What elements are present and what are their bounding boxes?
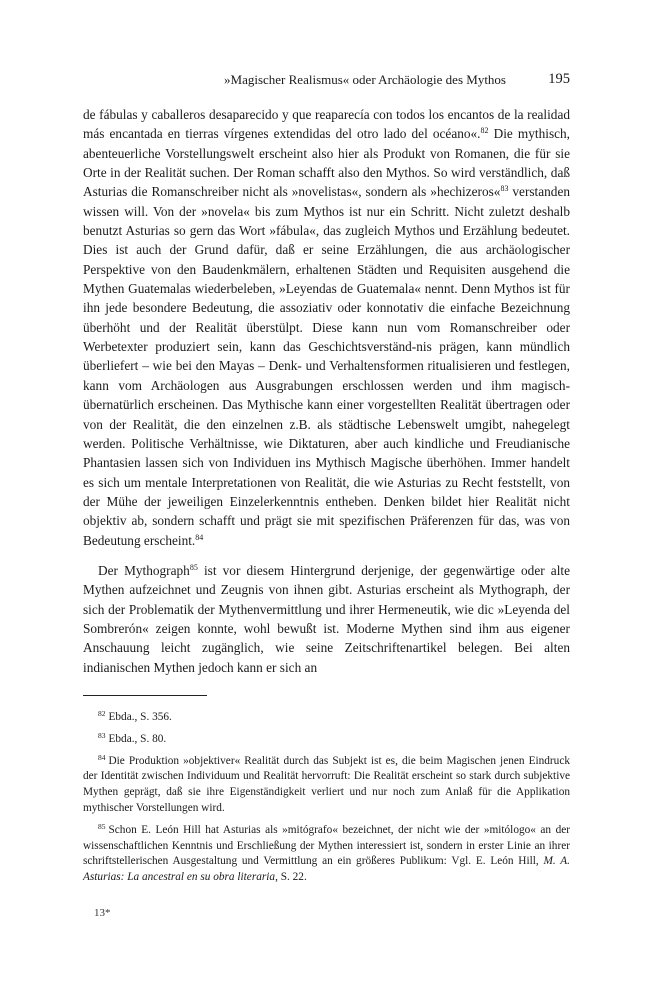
text-run: Der Mythograph (98, 562, 190, 578)
footnote-ref: 83 (500, 184, 509, 194)
text-run: de fábulas y caballeros desaparecido y que reaparecía con todos los encantos de la realidad más encantada en tierras vírgenes extendidas del otro lado del océano«. (83, 107, 570, 142)
footnote (83, 732, 570, 748)
footnote-separator (83, 695, 207, 696)
paragraph (83, 561, 570, 677)
footnote-ref: 82 (480, 126, 489, 136)
paragraph (83, 105, 570, 550)
footnote (83, 754, 570, 817)
title-italic: M. A. Asturias: La ancestral en su obra literaria (83, 855, 570, 884)
footnote-ref: 85 (189, 562, 198, 572)
running-title: »Magischer Realismus« oder Archäologie des Mythos (224, 72, 506, 87)
text-run: Ebda., S. 356. (108, 710, 172, 723)
text-run: Schon E. León Hill hat Asturias als »mitógrafo« bezeichnet, der nicht wie der »mitólogo« an der wissenschaftlichen Kenntnis und Erschließung der Mythen interessiert ist, sondern in erster Linie an ihrer schriftstellerischen Ausgestaltung und Vermittlung an ein größeres Publikum: Vgl. E. León Hill, (83, 823, 570, 868)
text-run: Ebda., S. 80. (108, 732, 167, 745)
running-header (83, 72, 570, 92)
footnote (83, 823, 570, 886)
footnote-ref: 84 (195, 532, 204, 542)
signature-mark: 13* (94, 907, 111, 919)
page (83, 72, 570, 892)
footnote-number: 84 (98, 752, 106, 762)
text-run: Die Produktion »objektiver« Realität durch das Subjekt ist es, die beim Magischen jenen Eindruck der Identität zwischen Individuum und Realität hervorruft: Die Realität erscheint so stark durch subjektive Mythen geprägt, daß sie ihre Eigenständigkeit verliert und nur noch zum Anlaß für die Applikation mythischer Vorstellungen wird. (83, 754, 570, 814)
text-run: , S. 22. (275, 871, 307, 884)
body-text (83, 105, 570, 677)
footnote-number: 85 (98, 821, 106, 831)
footnotes (83, 710, 570, 886)
footnote-number: 83 (98, 730, 106, 740)
page-number: 195 (548, 71, 570, 87)
text-run: verstanden wissen will. Von der »novela« bis zum Mythos ist nur ein Schritt. Nicht zuletzt deshalb benutzt Asturias so gern das Wort »fábula«, das zugleich Mythos und Erzählung bedeutet. Dies ist auch der Grund dafür, daß er seine Erzählungen, die aus archäologischer Perspektive von den Baudenkmälern, erhaltenen Städten und Requisiten ausgehend die Mythen Guatemalas wiederbeleben, »Leyendas de Guatemala« nennt. Denn Mythos ist für ihn jede besondere Bedeutung, die assoziativ oder konnotativ die einfache Bezeichnung überhöht und der Realität überstülpt. Diese kann nun vom Romanschreiber oder Werbetexter produziert sein, kann das Geschichtsverständ-nis prägen, kann mündlich überliefert – wie bei den Mayas – Denk- und Verhaltensformen ritualisieren und festlegen, kann vom Archäologen aus Ausgrabungen erschlossen werden und ihm magisch-übernatürlich erscheinen. Das Mythische kann einer vorgestellten Realität übertragen oder von der Realität, die den einzelnen z.B. als städtische Lebenswelt umgibt, nahegelegt werden. Politische Verhältnisse, wie Diktaturen, aber auch kindliche und Freudianische Phantasien lassen sich von Individuen ins Mythisch Magische überhöhen. Immer handelt es sich um mentale Interpretationen von Realität, die wie Asturias zu Recht feststellt, von der Mühe der jeweiligen Einzelerkenntnis entheben. Denken bildet hier Realität nicht objektiv ab, sondern schafft und prägt sie mit spezifischen Präferenzen für das, was von Bedeutung erscheint. (83, 184, 570, 548)
footnote (83, 710, 570, 726)
footnote-number: 82 (98, 708, 106, 718)
text-run: Die mythisch, abenteuerliche Vorstellungswelt erscheint also hier als Produkt von Romanen, die für sie Orte in der Realität suchen. Der Roman schafft also den Mythos. So wird verständlich, daß Asturias die Romanschreiber nicht als »novelistas«, sondern als »hechizeros« (83, 126, 570, 200)
text-run: ist vor diesem Hintergrund derjenige, der gegenwärtige oder alte Mythen aufzeichnet und Zeugnis von ihnen gibt. Asturias erscheint als Mythograph, der sich der Problematik der Mythenvermittlung und ihrer Hermeneutik, wie dic »Leyenda del Sombrerón« zeigen konnte, wohl bewußt ist. Moderne Mythen sind ihm aus eigener Anschauung leicht zugänglich, wie seine Zeitschriftenartikel belegen. Bei alten indianischen Mythen jedoch kann er sich an (83, 562, 570, 675)
